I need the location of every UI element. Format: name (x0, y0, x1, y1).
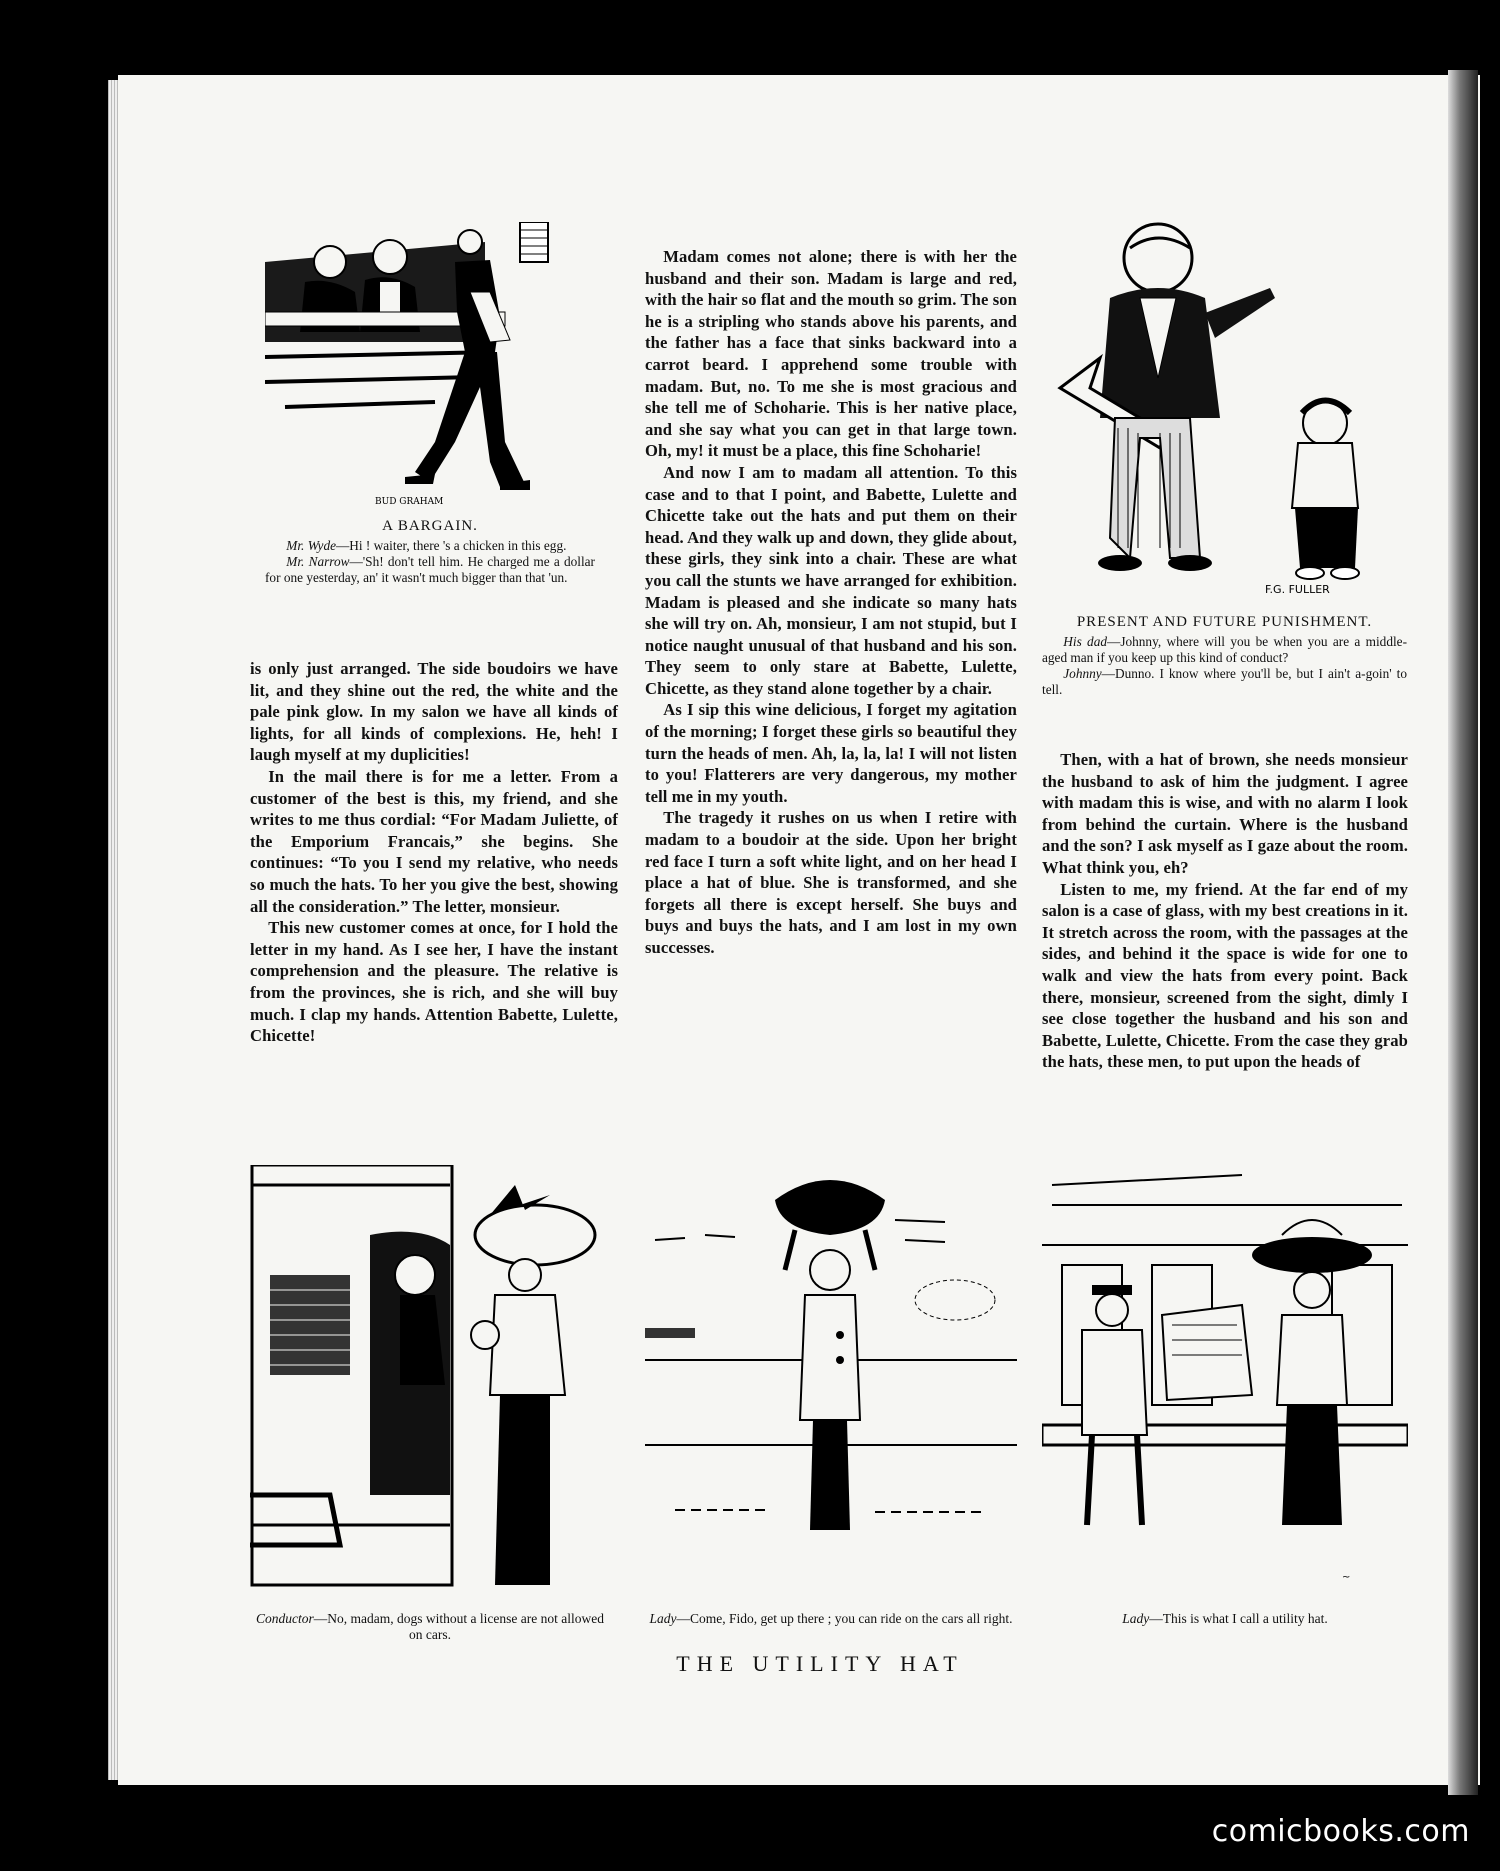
caption-line: —'Sh! don't tell him. He charged me a dollar for one yesterday, an' it wasn't much bigger than that 'un. (265, 554, 595, 585)
caption-title: PRESENT AND FUTURE PUNISHMENT. (1076, 614, 1373, 630)
speaker-name: His dad (1063, 634, 1108, 649)
speaker-name: Conductor (256, 1611, 314, 1626)
caption-line: —This is what I call a utility hat. (1149, 1611, 1328, 1626)
story-paragraph: In the mail there is for me a letter. From a customer of the best is this, my friend, and she writes to me thus cordial: “For Madam Juliette, of the Emporium Francais,” she begins. She continues: “To you I send my relative, who needs so much the hats. To her you give the best, showing all the consideration.” The letter, monsieur. (250, 766, 618, 916)
caption-conductor (250, 1611, 610, 1643)
caption-line: —Dunno. I know where you'll be, but I ain't a-goin' to tell. (1042, 666, 1407, 697)
speaker-name: Johnny (1063, 666, 1102, 681)
speaker-name: Lady (649, 1611, 677, 1626)
story-column-3 (1042, 749, 1408, 1073)
svg-text:BUD GRAHAM: BUD GRAHAM (375, 497, 444, 507)
cartoon-streetcar-illustration (1042, 1165, 1408, 1600)
speaker-name: Mr. Narrow (286, 554, 350, 569)
caption-line: —No, madam, dogs without a license are not allowed on cars. (313, 1611, 604, 1642)
svg-text:~: ~ (1342, 1572, 1351, 1583)
cartoon-conductor-illustration (250, 1165, 610, 1600)
caption-punishment (1042, 614, 1407, 698)
feature-title: THE UTILITY HAT (676, 1651, 964, 1676)
speaker-name: Mr. Wyde (286, 538, 336, 553)
cartoon-punishment-illustration (1040, 218, 1405, 598)
story-paragraph: The tragedy it rushes on us when I retire with madam to a boudoir at the side. Upon her bright red face I turn a soft white light, and on her head I place a hat of blue. She is transformed, and she forgets all there is except herself. She buys and buys and buys the hats, and I am lost in my own successes. (645, 808, 1017, 957)
cartoon-lady-fido-illustration (645, 1160, 1017, 1600)
caption-line: —Come, Fido, get up there ; you can ride on the cars all right. (676, 1611, 1013, 1626)
story-paragraph: Madam comes not alone; there is with her the husband and their son. Madam is large and red, with the hair so flat and the mouth so grim. The son he is a stripling who stands above his parents, and the father has a face that sinks backward into a carrot beard. I apprehend some trouble with madam. But, no. To me she is most gracious and she tell me of Schoharie. This is her native place, and she say what you can get in that large town. Oh, my! it must be a place, this fine Schoharie! (645, 247, 1017, 461)
speaker-name: Lady (1122, 1611, 1150, 1626)
site-watermark: comicbooks.com (1211, 1814, 1470, 1849)
cartoon-bargain-illustration (265, 222, 595, 507)
caption-lady-fido (645, 1611, 1017, 1627)
caption-bargain (265, 518, 595, 586)
caption-line: —Johnny, where will you be when you are a middle-aged man if you keep up this kind of conduct? (1042, 634, 1407, 665)
story-paragraph: Then, with a hat of brown, she needs monsieur the husband to ask of him the judgment. I agree with madam this is wise, and with no alarm I look from behind the curtain. Where is the husband and the son? I ask myself as I gaze about the room. What think you, eh? (1042, 750, 1408, 877)
caption-line: —Hi ! waiter, there 's a chicken in this egg. (336, 538, 567, 553)
page-edge (108, 80, 118, 1780)
book-spine (1448, 70, 1478, 1795)
caption-utility-hat (1042, 1611, 1408, 1627)
story-paragraph: As I sip this wine delicious, I forget my agitation of the morning; I forget these girls so beautiful they turn the heads of men. Ah, la, la, la! I will not listen to you! Flatterers are very dangerous, my mother tell me in my youth. (645, 700, 1017, 806)
svg-text:F.G. FULLER: F.G. FULLER (1265, 583, 1330, 596)
story-paragraph: And now I am to madam all attention. To this case and to that I point, and Babette, Lulette and Chicette take out the hats and put them on their head. And they walk up and down, they glide about, these girls, they sink into a chair. These are what you call the stunts we have arranged for exhibition. Madam is pleased and she indicate so many hats she will try on. Ah, monsieur, I am not stupid, but I notice naught unusual of that husband and his son. They seem to only stare at Babette, Lulette, Chicette, as they stand alone together by a chair. (645, 462, 1018, 698)
story-column-2 (645, 246, 1017, 959)
story-paragraph: is only just arranged. The side boudoirs we have lit, and they shine out the red, the white and the pale pink glow. In my salon we have all kinds of lights, for all kinds of complexions. He, heh! I laugh myself at my duplicities! (250, 659, 618, 765)
story-paragraph: Listen to me, my friend. At the far end of my salon is a case of glass, with my best creations in it. It stretch across the room, with the passages at the sides, and behind it the space is wide for one to walk and view the hats from every point. Back there, monsieur, screened from the sight, dimly I see close together the husband and his son and Babette, Lulette, Chicette. From the case they grab the hats, these men, to put upon the heads of (1042, 879, 1408, 1072)
story-column-1 (250, 658, 618, 1047)
story-paragraph: This new customer comes at once, for I hold the letter in my hand. As I see her, I have the instant comprehension and the pleasure. The relative is from the provinces, she is rich, and she will buy much. I clap my hands. Attention Babette, Lulette, Chicette! (250, 918, 618, 1046)
caption-title: A BARGAIN. (382, 518, 478, 534)
